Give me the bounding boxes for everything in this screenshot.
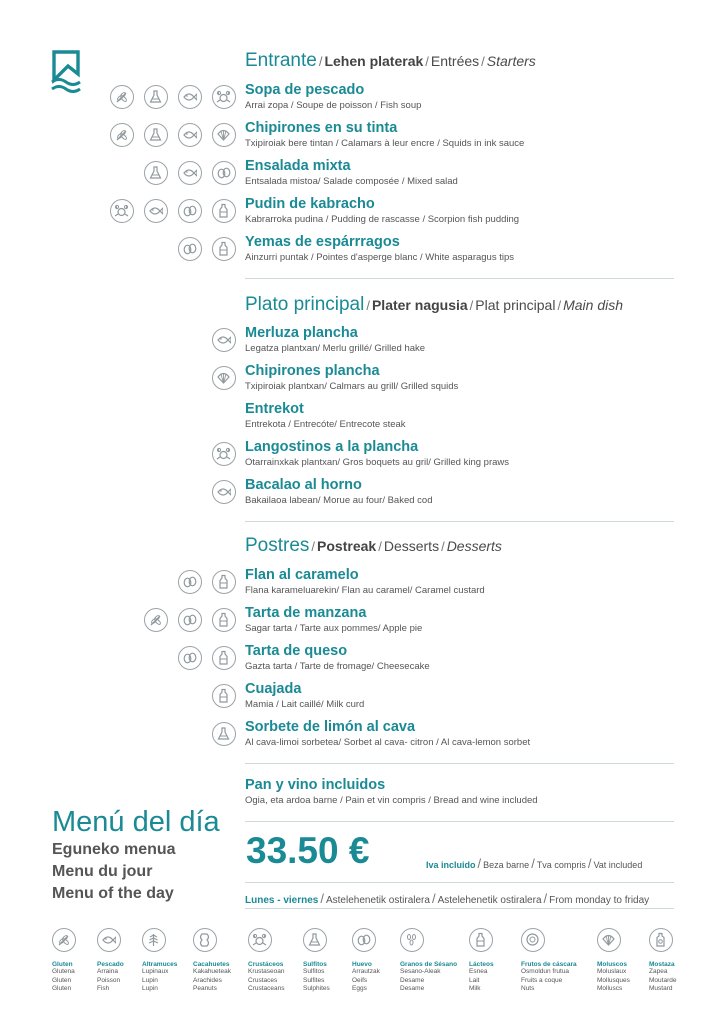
mollusc-icon (597, 928, 621, 952)
dish-name: Cuajada (245, 681, 302, 697)
dish-description: Sagar tarta / Tarte aux pommes/ Apple pie (245, 623, 423, 634)
crustacean-icon-glyph (216, 446, 231, 461)
section-title-en: Main dish (563, 297, 623, 313)
egg-icon (178, 199, 202, 223)
allergen-eu: Arraina (97, 968, 118, 975)
section-title-fr: Plat principal (475, 297, 556, 313)
dish-item (245, 401, 406, 431)
section-title-eu: Postreak (317, 538, 377, 554)
mustard-icon (649, 928, 673, 952)
section-title-eu: Lehen platerak (324, 53, 424, 69)
allergen-eu: Lupinaux (142, 968, 169, 975)
milk-icon (212, 237, 236, 261)
allergen-name: Lácteos (469, 961, 494, 968)
milk-icon-glyph (216, 574, 231, 589)
egg-icon-glyph (356, 932, 371, 947)
section-title-starters: Entrante / Lehen platerak / Entrées / Starters (245, 50, 536, 71)
allergen-eu: Zapea (649, 968, 668, 975)
allergen-en: Desame (400, 985, 425, 992)
mollusc-icon (212, 366, 236, 390)
divider (245, 908, 674, 909)
allergen-en: Sulphites (303, 985, 330, 992)
allergen-eu: Osmoldun frutua (521, 968, 570, 975)
egg-icon-glyph (182, 612, 197, 627)
allergen-fr: Crustaces (248, 976, 278, 984)
allergen-fr: Oeifs (352, 976, 368, 984)
dish-item (245, 477, 433, 507)
divider (245, 278, 674, 279)
lupin-icon-glyph (146, 932, 161, 947)
egg-icon-glyph (182, 241, 197, 256)
mustard-icon-glyph (653, 932, 668, 947)
divider (245, 821, 674, 822)
allergen-en: Nuts (521, 985, 535, 992)
allergen-name: Pescado (97, 961, 124, 968)
dish-item (245, 719, 530, 749)
gluten-icon (144, 608, 168, 632)
crustacean-icon-glyph (216, 89, 231, 104)
dish-item (245, 234, 514, 264)
dish-description: Ogia, eta ardoa barne / Pain et vin compris / Bread and wine included (245, 795, 538, 806)
allergen-eu: Krustaseoan (248, 968, 285, 975)
dish-description: Otarrainxkak plantxan/ Gros boquets au gril/ Grilled king praws (245, 457, 510, 468)
egg-icon (178, 570, 202, 594)
egg-icon-glyph (182, 203, 197, 218)
allergen-eu: Sulfitos (303, 968, 325, 975)
menu-subtitle-fr: Menu du jour (52, 863, 153, 880)
dish-item (245, 681, 364, 711)
fish-icon (178, 85, 202, 109)
allergen-fr: Lait (469, 976, 480, 984)
nuts-icon (521, 928, 545, 952)
dish-item (245, 363, 458, 393)
allergen-name: Sulfitos (303, 961, 327, 968)
allergen-name: Granos de Sésano (400, 961, 458, 968)
dish-description: Mamia / Lait caillé/ Milk curd (245, 699, 365, 710)
dish-item (245, 439, 509, 469)
fish-icon-glyph (216, 484, 231, 499)
peanut-icon-glyph (197, 932, 212, 947)
section-title-fr: Desserts (383, 538, 440, 554)
crustacean-icon (212, 85, 236, 109)
allergen-eu: Sesano-Aleak (400, 968, 441, 975)
menu-title: Menú del día (52, 806, 220, 838)
allergen-fr: Desame (400, 976, 425, 984)
milk-icon-glyph (473, 932, 488, 947)
allergen-en: Molluscs (597, 985, 623, 992)
allergen-en: Eggs (352, 985, 367, 992)
mollusc-icon (212, 123, 236, 147)
fish-icon (178, 123, 202, 147)
allergen-legend-item (649, 928, 724, 994)
dish-description: Txipiroiak plantxan/ Calmars au grill/ Grilled squids (245, 381, 459, 392)
sulphite-icon (144, 85, 168, 109)
allergen-fr: Arachides (193, 976, 222, 984)
allergen-fr: Fruits a coque (521, 976, 563, 984)
milk-icon (212, 646, 236, 670)
allergen-fr: Poisson (97, 976, 121, 984)
mollusc-icon-glyph (216, 370, 231, 385)
sesame-icon (400, 928, 424, 952)
dish-name: Ensalada mixta (245, 158, 351, 174)
allergen-en: Mustard (649, 985, 673, 992)
vat-es: Iva incluido (426, 860, 476, 870)
fish-icon-glyph (148, 203, 163, 218)
mollusc-icon-glyph (601, 932, 616, 947)
sulphite-icon (144, 161, 168, 185)
vat-en: Vat included (593, 860, 643, 870)
menu-subtitle-eu: Eguneko menua (52, 841, 176, 858)
vat-line: Iva incluido / Beza barne / Tva compris / Vat included (426, 856, 643, 871)
allergen-eu: Glutena (52, 968, 75, 975)
gluten-icon (110, 123, 134, 147)
fish-icon (144, 199, 168, 223)
milk-icon (469, 928, 493, 952)
dish-name: Sorbete de limón al cava (245, 719, 416, 735)
allergen-en: Fish (97, 985, 110, 992)
peanut-icon (193, 928, 217, 952)
dish-item (245, 325, 425, 355)
dish-item (245, 567, 485, 597)
dish-description: Kabrarroka pudina / Pudding de rascasse / Scorpion fish pudding (245, 214, 520, 225)
sulphite-icon (212, 722, 236, 746)
dish-name: Langostinos a la plancha (245, 439, 419, 455)
gluten-icon-glyph (114, 127, 129, 142)
menu-subtitle-en: Menu of the day (52, 885, 174, 902)
egg-icon-glyph (216, 165, 231, 180)
milk-icon-glyph (216, 612, 231, 627)
dish-name: Merluza plancha (245, 325, 358, 341)
dish-name: Yemas de espárrragos (245, 234, 400, 250)
sulphite-icon-glyph (216, 726, 231, 741)
allergen-fr: Moutarde (649, 976, 677, 984)
dish-item (245, 196, 519, 226)
crustacean-icon (110, 199, 134, 223)
bread-wine-item (245, 777, 538, 807)
days-eu: Astelehenetik ostiralera (325, 895, 430, 906)
allergen-name: Frutos de cáscara (521, 961, 577, 968)
dish-description: Al cava-limoi sorbetea/ Sorbet al cava- citron / Al cava-lemon sorbet (245, 737, 531, 748)
milk-icon (212, 608, 236, 632)
section-title-eu: Plater nagusia (371, 297, 468, 313)
gluten-icon (52, 928, 76, 952)
allergen-en: Peanuts (193, 985, 217, 992)
allergen-fr: Gluten (52, 976, 72, 984)
allergen-en: Crustaceans (248, 985, 285, 992)
divider (245, 521, 674, 522)
days-eu-2: Astelehenetik ostiralera (437, 895, 542, 906)
dish-name: Pan y vino incluidos (245, 777, 386, 793)
crustacean-icon-glyph (114, 203, 129, 218)
fish-icon (178, 161, 202, 185)
sulphite-icon-glyph (148, 89, 163, 104)
dish-description: Txipiroiak bere tintan / Calamars à leur encre / Squids in ink sauce (245, 138, 525, 149)
egg-icon-glyph (182, 574, 197, 589)
dish-item (245, 120, 524, 150)
allergen-fr: Sulfites (303, 976, 325, 984)
egg-icon (352, 928, 376, 952)
crustacean-icon (212, 442, 236, 466)
milk-icon (212, 199, 236, 223)
fish-icon-glyph (182, 165, 197, 180)
fish-icon-glyph (101, 932, 116, 947)
mollusc-icon-glyph (216, 127, 231, 142)
egg-icon (178, 237, 202, 261)
section-title-desserts: Postres / Postreak / Desserts / Desserts (245, 535, 502, 556)
allergen-name: Cacahuetes (193, 961, 230, 968)
allergen-en: Milk (469, 985, 481, 992)
allergen-eu: Moluslaux (597, 968, 627, 975)
days-es: Lunes - viernes (245, 895, 319, 906)
section-title-es: Entrante (245, 50, 317, 71)
allergen-name: Crustáceos (248, 961, 284, 968)
milk-icon-glyph (216, 241, 231, 256)
dish-name: Bacalao al horno (245, 477, 362, 493)
crustacean-icon (248, 928, 272, 952)
divider (245, 882, 674, 883)
milk-icon (212, 684, 236, 708)
dish-name: Sopa de pescado (245, 82, 365, 98)
dish-item (245, 643, 430, 673)
crustacean-icon-glyph (252, 932, 267, 947)
gluten-icon (110, 85, 134, 109)
sulphite-icon-glyph (148, 165, 163, 180)
days-line: Lunes - viernes / Astelehenetik ostiralera / Astelehenetik ostiralera / From monday to friday (245, 891, 650, 906)
fish-icon (212, 480, 236, 504)
egg-icon (212, 161, 236, 185)
fish-icon-glyph (216, 332, 231, 347)
milk-icon (212, 570, 236, 594)
allergen-eu: Arrautzak (352, 968, 380, 975)
dish-description: Flana karameluarekin/ Flan au caramel/ Caramel custard (245, 585, 485, 596)
allergen-legend-item (521, 928, 601, 994)
dish-name: Tarta de manzana (245, 605, 367, 621)
sesame-icon-glyph (404, 932, 419, 947)
dish-name: Entrekot (245, 401, 304, 417)
milk-icon-glyph (216, 650, 231, 665)
allergen-name: Huevo (352, 961, 372, 968)
vat-fr: Tva compris (536, 860, 586, 870)
fish-icon (97, 928, 121, 952)
fish-icon (212, 328, 236, 352)
allergen-eu: Esnea (469, 968, 488, 975)
days-en: From monday to friday (549, 895, 650, 906)
allergen-fr: Lupin (142, 976, 158, 984)
milk-icon-glyph (216, 203, 231, 218)
dish-item (245, 158, 458, 188)
dish-description: Arrai zopa / Soupe de poisson / Fish soup (245, 100, 422, 111)
menu-price: 33.50 € (246, 830, 370, 871)
sulphite-icon-glyph (307, 932, 322, 947)
section-title-fr: Entrées (430, 53, 480, 69)
vat-eu: Beza barne (483, 860, 530, 870)
sulphite-icon (144, 123, 168, 147)
egg-icon (178, 608, 202, 632)
allergen-name: Gluten (52, 961, 73, 968)
gluten-icon-glyph (56, 932, 71, 947)
egg-icon (178, 646, 202, 670)
allergen-name: Altramuces (142, 961, 178, 968)
section-title-es: Plato principal (245, 294, 365, 315)
restaurant-logo (50, 50, 84, 94)
dish-name: Pudin de kabracho (245, 196, 375, 212)
allergen-name: Moluscos (597, 961, 627, 968)
sulphite-icon-glyph (148, 127, 163, 142)
dish-item (245, 82, 421, 112)
gluten-icon-glyph (148, 612, 163, 627)
allergen-name: Mostaza (649, 961, 675, 968)
nuts-icon-glyph (525, 932, 540, 947)
dish-description: Entrekota / Entrecóte/ Entrecote steak (245, 419, 406, 430)
allergen-en: Gluten (52, 985, 72, 992)
dish-description: Bakailaoa labean/ Morue au four/ Baked cod (245, 495, 433, 506)
milk-icon-glyph (216, 688, 231, 703)
allergen-legend-item (400, 928, 480, 994)
allergen-fr: Mollusques (597, 976, 630, 984)
egg-icon-glyph (182, 650, 197, 665)
lupin-icon (142, 928, 166, 952)
sulphite-icon (303, 928, 327, 952)
dish-description: Legatza plantxan/ Merlu grillé/ Grilled hake (245, 343, 426, 354)
section-title-en: Starters (486, 53, 536, 69)
dish-name: Chipirones en su tinta (245, 120, 398, 136)
dish-name: Flan al caramelo (245, 567, 359, 583)
section-title-en: Desserts (446, 538, 502, 554)
fish-icon-glyph (182, 127, 197, 142)
dish-description: Gazta tarta / Tarte de fromage/ Cheesecake (245, 661, 430, 672)
allergen-eu: Kakahueteak (193, 968, 231, 975)
dish-description: Entsalada mistoa/ Salade composée / Mixed salad (245, 176, 458, 187)
fish-icon-glyph (182, 89, 197, 104)
dish-description: Ainzurri puntak / Pointes d'asperge blanc / White asparagus tips (245, 252, 515, 263)
dish-item (245, 605, 422, 635)
section-title-main: Plato principal / Plater nagusia / Plat principal / Main dish (245, 294, 623, 315)
allergen-en: Lupin (142, 985, 158, 992)
gluten-icon-glyph (114, 89, 129, 104)
divider (245, 763, 674, 764)
dish-name: Chipirones plancha (245, 363, 380, 379)
dish-name: Tarta de queso (245, 643, 348, 659)
section-title-es: Postres (245, 535, 310, 556)
